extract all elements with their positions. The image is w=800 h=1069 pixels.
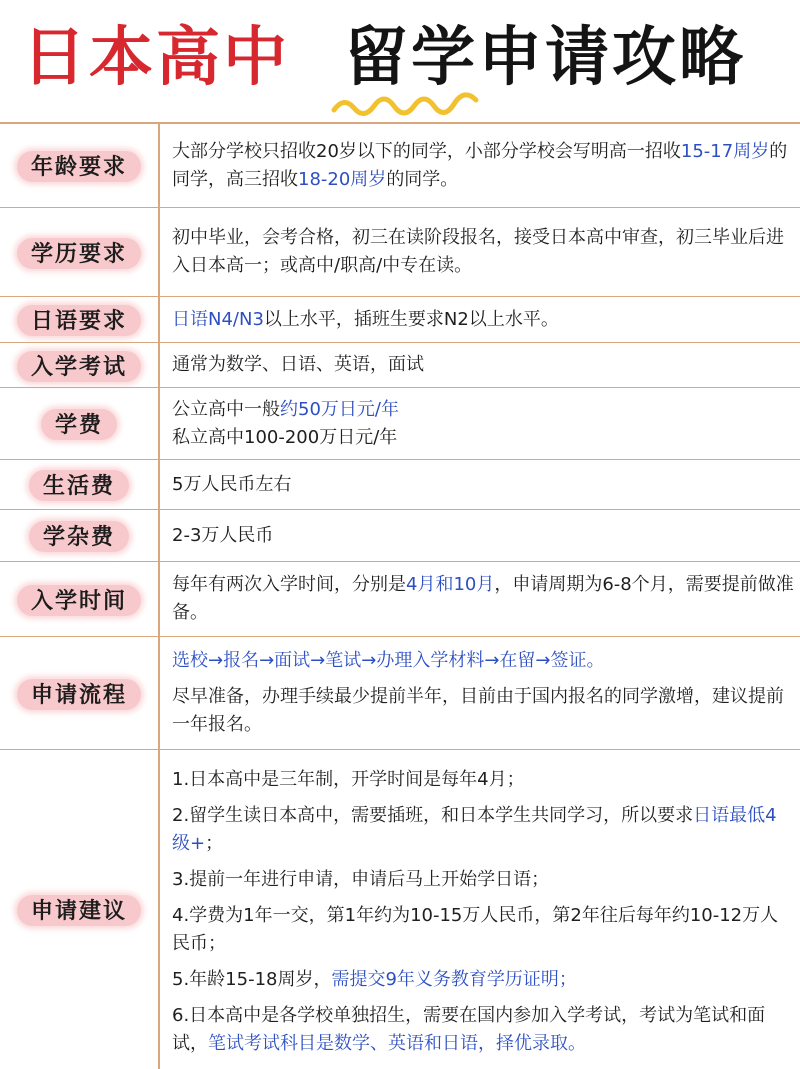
row-content	[172, 510, 794, 561]
row-text: 大部分学校只招收20岁以下的同学，小部分学校会写明高一招收15-17周岁的同学，高三招收18-20周岁的同学。	[172, 140, 788, 190]
row-label-pill	[13, 673, 145, 714]
row-text: 2-3万人民币	[172, 524, 274, 546]
row-text: 5万人民币左右	[172, 473, 292, 495]
row-label-text: 入学时间	[30, 587, 127, 614]
row-label-text: 入学考试	[30, 353, 127, 380]
row-text: 通常为数学、日语、英语，面试	[172, 354, 424, 375]
row-content	[172, 750, 794, 1069]
row-content	[172, 460, 794, 509]
row-label-pill	[25, 515, 133, 556]
table-row-exam	[0, 343, 800, 388]
highlight-text: 4月和10月	[406, 574, 495, 595]
row-label-text: 日语要求	[30, 308, 127, 334]
row-label-text: 生活费	[42, 473, 115, 499]
highlight-text: 18-20周岁	[298, 168, 387, 190]
highlight-text: 选校→报名→面试→笔试→办理入学材料→在留→签证。	[172, 650, 605, 671]
advice-item-1: 1.日本高中是三年制，开学时间是每年4月；	[172, 769, 525, 790]
row-content	[172, 297, 794, 342]
row-label-pill	[37, 403, 121, 444]
row-label-text: 学杂费	[42, 524, 115, 550]
row-content	[172, 637, 794, 749]
row-text: 初中毕业，会考合格，初三在读阶段报名，接受日本高中审查，初三毕业后进入日本高一；或高中/职高/中专在读。	[172, 227, 784, 276]
row-text: 日语N4/N3以上水平，插班生要求N2以上水平。	[172, 308, 559, 330]
row-text: 尽早准备，办理手续最少提前半年，目前由于国内报名的同学激增，建议提前一年报名。	[172, 686, 784, 735]
row-content	[172, 388, 794, 459]
row-label-pill	[13, 232, 145, 273]
row-content	[172, 208, 794, 296]
advice-item-3: 3.提前一年进行申请，申请后马上开始学日语；	[172, 869, 550, 890]
table-row-enroll-time	[0, 562, 800, 637]
table-row-process	[0, 637, 800, 750]
row-label-text: 学历要求	[30, 240, 127, 267]
row-label-pill	[13, 889, 145, 930]
highlight-text: 日语最低4级+	[172, 805, 777, 854]
advice-item-5: 5.年龄15-18周岁，需提交9年义务教育学历证明；	[172, 969, 577, 990]
title-black-part: 留学申请攻略	[344, 20, 746, 95]
highlight-text: 15-17周岁	[680, 140, 770, 162]
row-label-pill	[13, 299, 145, 340]
advice-item-6: 6.日本高中是各学校单独招生，需要在国内参加入学考试，考试为笔试和面试，笔试考试科目是数学、英语和日语，择优录取。	[172, 1005, 766, 1054]
row-label-text: 学费	[54, 412, 103, 438]
row-label-text: 申请流程	[30, 681, 127, 708]
row-label-pill	[13, 145, 145, 186]
page-header	[0, 0, 800, 122]
highlight-text: 需提交9年义务教育学历证明；	[331, 969, 577, 990]
advice-item-2: 2.留学生读日本高中，需要插班，和日本学生共同学习，所以要求日语最低4级+；	[172, 805, 777, 854]
highlight-text: 日语N4/N3	[172, 308, 264, 330]
table-row-advice	[0, 750, 800, 1069]
row-label-text: 申请建议	[30, 898, 127, 924]
row-content	[172, 343, 794, 387]
info-table	[0, 122, 800, 1069]
row-text: 公立高中一般约50万日元/年	[172, 398, 399, 420]
table-row-misc-fees	[0, 510, 800, 562]
table-row-education	[0, 208, 800, 297]
row-text: 私立高中100-200万日元/年	[172, 426, 398, 448]
row-label-pill	[25, 464, 133, 505]
table-row-living-cost	[0, 460, 800, 510]
row-content	[172, 562, 794, 636]
highlight-text: 约50万日元/年	[280, 398, 399, 420]
table-row-tuition	[0, 388, 800, 460]
row-text: 每年有两次入学时间，分别是4月和10月，申请周期为6-8个月，需要提前做准备。	[172, 574, 794, 623]
row-label-text: 年龄要求	[30, 154, 127, 180]
advice-item-4: 4.学费为1年一交，第1年约为10-15万人民币，第2年往后每年约10-12万人民币；	[172, 905, 779, 954]
yellow-squiggle-decoration	[330, 88, 480, 118]
highlight-text: 笔试考试科目是数学、英语和日语，择优录取。	[208, 1033, 586, 1054]
table-row-age	[0, 124, 800, 208]
row-label-pill	[13, 345, 145, 386]
title-red-part: 日本高中	[22, 20, 290, 95]
table-row-japanese	[0, 297, 800, 343]
row-label-pill	[13, 579, 145, 620]
row-content	[172, 124, 794, 207]
